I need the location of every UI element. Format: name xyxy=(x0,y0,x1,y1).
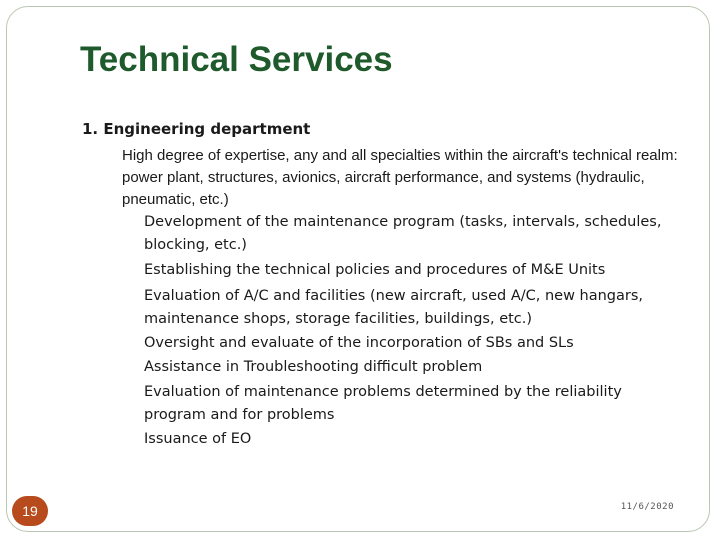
task-text: Evaluation of A/C and facilities (new aircraft, used A/C, new hangars, maintenance shops, storage facilities, buildings, etc.) xyxy=(144,288,644,327)
section-heading: 1. Engineering department xyxy=(82,120,311,138)
task-bullet xyxy=(144,428,684,451)
task-bullet xyxy=(144,381,684,427)
intro-bullet xyxy=(122,145,682,211)
slide-number-badge: 19 xyxy=(12,496,48,526)
task-text: Development of the maintenance program (tasks, intervals, schedules, blocking, etc.) xyxy=(144,214,662,253)
slide-date: 11/6/2020 xyxy=(620,502,674,512)
task-bullet xyxy=(144,356,684,379)
task-bullet xyxy=(144,211,684,257)
task-bullet xyxy=(144,259,684,282)
intro-text: High degree of expertise, any and all specialties within the aircraft's technical realm: power plant, structures, avionics, aircraft performance, and systems (hydraulic, pneumatic, etc.) xyxy=(122,147,678,208)
task-text: Issuance of EO xyxy=(144,431,252,447)
task-bullet xyxy=(144,285,684,331)
task-text: Evaluation of maintenance problems determined by the reliability program and for problems xyxy=(144,384,622,423)
task-text: Establishing the technical policies and procedures of M&E Units xyxy=(144,262,606,278)
task-bullet xyxy=(144,332,684,355)
slide-title: Technical Services xyxy=(80,40,393,79)
task-text: Assistance in Troubleshooting difficult problem xyxy=(144,359,483,375)
task-text: Oversight and evaluate of the incorporation of SBs and SLs xyxy=(144,335,574,351)
